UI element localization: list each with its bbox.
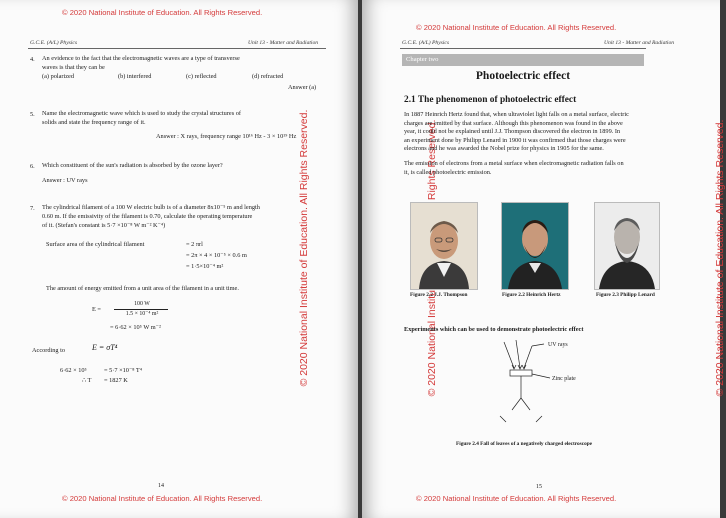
q5-number: 5. xyxy=(30,111,35,118)
q4-option-c: (c) reflected xyxy=(186,73,217,80)
caption-lenard: Figure 2.3 Philipp Lenard xyxy=(596,292,655,298)
para1-line: charges are emitted by that surface. Although this phenomenon was found in the above xyxy=(404,119,623,127)
calc-line1-right: = 5·7 ×10⁻⁸ T⁴ xyxy=(104,367,142,374)
q6-line1: Which constituent of the sun's radiation is absorbed by the ozone layer? xyxy=(42,162,223,169)
q7-number: 7. xyxy=(30,205,35,212)
chapter-title: Photoelectric effect xyxy=(475,70,571,82)
section-title: 2.1 The phenomenon of photoelectric effect xyxy=(404,95,577,105)
e-numerator: 100 W xyxy=(134,301,150,307)
running-header-left: G.C.E. (A/L) Physics xyxy=(30,40,78,46)
running-header-unit: Unit 13 - Matter and Radiation xyxy=(248,40,319,46)
zinc-plate-label: Zinc plate xyxy=(552,376,576,382)
calc-line2-left: ∴ T xyxy=(82,377,92,384)
figure-2-4-caption: Figure 2.4 Fall of leaves of a negatively charged electroscope xyxy=(456,441,593,447)
calc-line2-right: = 1827 K xyxy=(104,377,128,384)
q4-answer: Answer (a) xyxy=(288,84,317,91)
e-denominator: 1.5 × 10⁻⁴ m² xyxy=(125,311,159,317)
according-to: According to xyxy=(32,347,66,354)
q7-line3: of it. (Stefan's constant is 5·7 ×10⁻⁸ W m⁻² K⁻⁴) xyxy=(42,222,166,229)
para1-line: year, it could not be explained until J.J. Thompson discovered the electron in 1899. In xyxy=(404,128,621,136)
para2-line: it, is called photoelectric emission. xyxy=(404,168,492,176)
para1-line: an experiment done by Philipp Lenard in 1900 it was confirmed that those charges were xyxy=(404,136,626,144)
experiments-heading: Experiments which can be used to demonstrate photoelectric effect xyxy=(404,326,584,333)
stefan-law: E = σT⁴ xyxy=(92,343,118,352)
portrait-lenard xyxy=(594,202,660,290)
portrait-hertz xyxy=(501,202,569,290)
portrait-thompson xyxy=(410,202,478,290)
uv-rays-label: UV rays xyxy=(548,342,568,348)
header-rule-r xyxy=(400,48,646,49)
copyright-top-right: © 2020 National Institute of Education. All Rights Reserved. xyxy=(416,23,617,32)
q6-number: 6. xyxy=(30,163,35,170)
surface-step-1: = 2 πrl xyxy=(186,241,203,248)
chapter-bar: Chapter two xyxy=(402,54,644,66)
copyright-bottom-left: © 2020 National Institute of Education. All Rights Reserved. xyxy=(62,494,263,503)
header-rule xyxy=(28,48,326,49)
surface-step-2: = 2π × 4 × 10⁻⁵ × 0.6 m xyxy=(186,252,247,259)
para1-line: In 1887 Heinrich Hertz found that, when ultraviolet light falls on a metal surface, electric xyxy=(404,111,629,118)
copyright-vertical-left: © 2020 National Institute of Education. All Rights Reserved. xyxy=(298,109,310,387)
e-symbol: E = xyxy=(92,306,101,313)
q4-number: 4. xyxy=(30,56,35,63)
energy-statement: The amount of energy emitted from a unit area of the filament in a unit time. xyxy=(46,285,239,292)
q4-option-a: (a) polarized xyxy=(42,73,74,80)
q7-line2: 0.60 m. If the emissivity of the filament is 0.70, calculate the operating temperature xyxy=(42,213,253,220)
caption-thompson: Figure 2.2 J.J. Thompson xyxy=(410,292,468,298)
running-header-left-r: G.C.E. (A/L) Physics xyxy=(402,40,450,46)
q6-answer: Answer : UV rays xyxy=(42,177,88,184)
q4-option-d: (d) refracted xyxy=(252,73,284,80)
calc-line1-left: 6·62 × 10⁵ xyxy=(60,367,87,374)
running-header-unit-r: Unit 13 - Matter and Radiation xyxy=(604,40,675,46)
q5-line1: Name the electromagnetic wave which is used to study the crystal structures of xyxy=(42,110,241,117)
q4-line1: An evidence to the fact that the electromagnetic waves are a type of transverse xyxy=(42,55,240,62)
surface-step-3: = 1·5×10⁻⁴ m² xyxy=(186,263,224,270)
copyright-bottom-right: © 2020 National Institute of Education. All Rights Reserved. xyxy=(416,494,617,503)
page-number-right: 15 xyxy=(536,484,542,490)
e-result: = 6·62 × 10⁵ W m⁻² xyxy=(110,324,161,331)
caption-hertz: Figure 2.2 Heinrich Hertz xyxy=(502,292,561,298)
copyright-top-left: © 2020 National Institute of Education. All Rights Reserved. xyxy=(62,8,263,17)
q4-line2: waves is that they can be xyxy=(42,64,105,71)
q5-answer: Answer : X rays, frequency range 10¹⁶ Hz - 3 × 10¹⁹ Hz xyxy=(156,133,297,140)
q7-line1: The cylindrical filament of a 100 W electric bulb is of a diameter 8x10⁻⁵ m and length xyxy=(42,204,260,211)
surface-area-label: Surface area of the cylindrical filament xyxy=(46,241,145,248)
para2-line: The emission of electrons from a metal surface when electromagnetic radiation falls on xyxy=(404,160,624,167)
page-number-left: 14 xyxy=(158,483,164,489)
q4-option-b: (b) interfered xyxy=(118,73,152,80)
para1-line: electrons and he was awarded the Nobel prize for physics in 1905 for the same. xyxy=(404,145,604,153)
left-page xyxy=(0,0,358,518)
electroscope-diagram xyxy=(476,338,586,434)
q5-line2: solids and state the frequency range of it. xyxy=(42,119,146,126)
copyright-vertical-outer: © 2020 National Institute of Education. All Rights Reserved. xyxy=(714,119,726,397)
